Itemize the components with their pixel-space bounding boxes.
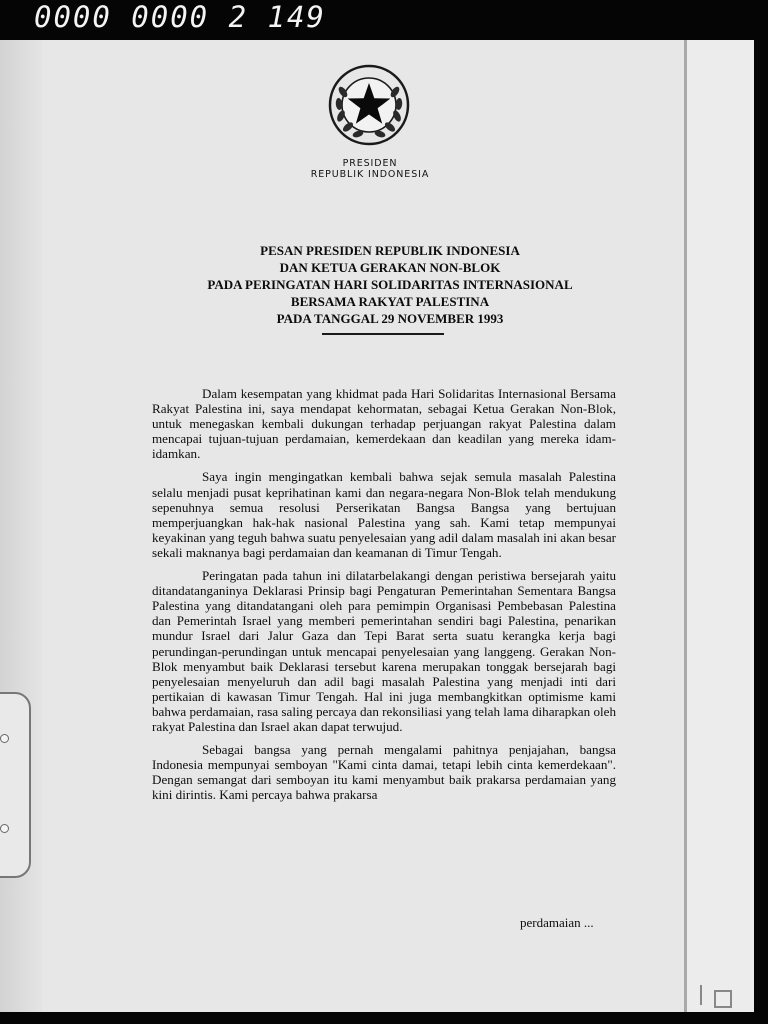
microfilm-frame-number: 0000 0000 2 149 bbox=[34, 0, 326, 34]
title-line: PADA TANGGAL 29 NOVEMBER 1993 bbox=[276, 311, 504, 326]
page-right-margin bbox=[687, 40, 754, 1012]
letterhead-subtitle: REPUBLIK INDONESIA bbox=[310, 169, 430, 180]
film-edge-mark bbox=[700, 985, 714, 1005]
binder-clip bbox=[0, 692, 31, 878]
page-continuation-catchword: perdamaian ... bbox=[520, 915, 594, 930]
body-paragraph: Sebagai bangsa yang pernah mengalami pahitnya penjajahan, bangsa Indonesia mempunyai semboyan "Kami cinta damai, tetapi lebih cinta kemerdekaan". Dengan semangat dari semboyan itu kami menyambut baik prakarsa perdamaian yang kini dirintis. Kami percaya bahwa prakarsa bbox=[152, 742, 616, 803]
message-body bbox=[152, 386, 616, 810]
binder-hole-top bbox=[0, 734, 9, 743]
document-page bbox=[0, 40, 754, 1012]
body-paragraph: Saya ingin mengingatkan kembali bahwa sejak semula masalah Palestina selalu menjadi pusat keprihatinan kami dan negara-negara Non-Blok telah mendukung sepenuhnya semua resolusi Perserikatan Bangsa Bangsa yang bertujuan memperjuangkan hak-hak nasional Palestina yang sah. Kami tetap mempunyai keyakinan yang teguh bahwa suatu penyelesaian yang adil dalam masalah ini akan besar sekali maknanya bagi perdamaian dan keamanan di Timur Tengah. bbox=[152, 469, 616, 560]
document-title bbox=[160, 242, 620, 327]
title-line: PESAN PRESIDEN REPUBLIK INDONESIA bbox=[260, 243, 520, 258]
body-paragraph: Dalam kesempatan yang khidmat pada Hari Solidaritas Internasional Bersama Rakyat Palestina ini, saya mendapat kehormatan, sebagai Ketua Gerakan Non-Blok, untuk menegaskan kembali dukungan terhadap perjuangan rakyat Palestina dalam mencapai tujuan-tujuan perdamaian, kemerdekaan dan keadilan yang mereka idam-idamkan. bbox=[152, 386, 616, 462]
body-paragraph: Peringatan pada tahun ini dilatarbelakangi dengan peristiwa bersejarah yaitu ditandatanganinya Deklarasi Prinsip bagi Pengaturan Pemerintahan Sementara Bangsa Palestina yang ditandatangani oleh para pemimpin Organisasi Pembebasan Palestina dan Pemerintah Israel yang memberi pemerintahan sendiri bagi Palestina, penarikan mundur Israel dari Jalur Gaza dan Tepi Barat serta suatu kerangka kerja bagi perundingan-perundingan untuk mencapai penyelesaian yang langgeng. Gerakan Non-Blok menyambut baik Deklarasi tersebut karena merupakan tonggak bersejarah bagi penyelesaian menyeluruh dan adil bagi masalah Palestina yang menjadi inti dari pertikaian di kawasan Timur Tengah. Hal ini juga membangkitkan optimisme kami bahwa perdamaian, rasa saling percaya dan rekonsiliasi yang telah lama diharapkan oleh rakyat Palestina dan Israel akan dapat terwujud. bbox=[152, 568, 616, 734]
letterhead-caption bbox=[270, 158, 470, 180]
film-edge-box bbox=[714, 990, 732, 1008]
binder-hole-bottom bbox=[0, 824, 9, 833]
title-line: BERSAMA RAKYAT PALESTINA bbox=[290, 294, 490, 309]
title-line: DAN KETUA GERAKAN NON-BLOK bbox=[279, 260, 501, 275]
letterhead-title: PRESIDEN bbox=[342, 158, 398, 169]
title-underline bbox=[322, 333, 444, 335]
presidential-seal-icon bbox=[326, 62, 412, 148]
title-line: PADA PERINGATAN HARI SOLIDARITAS INTERNASIONAL bbox=[207, 277, 573, 292]
